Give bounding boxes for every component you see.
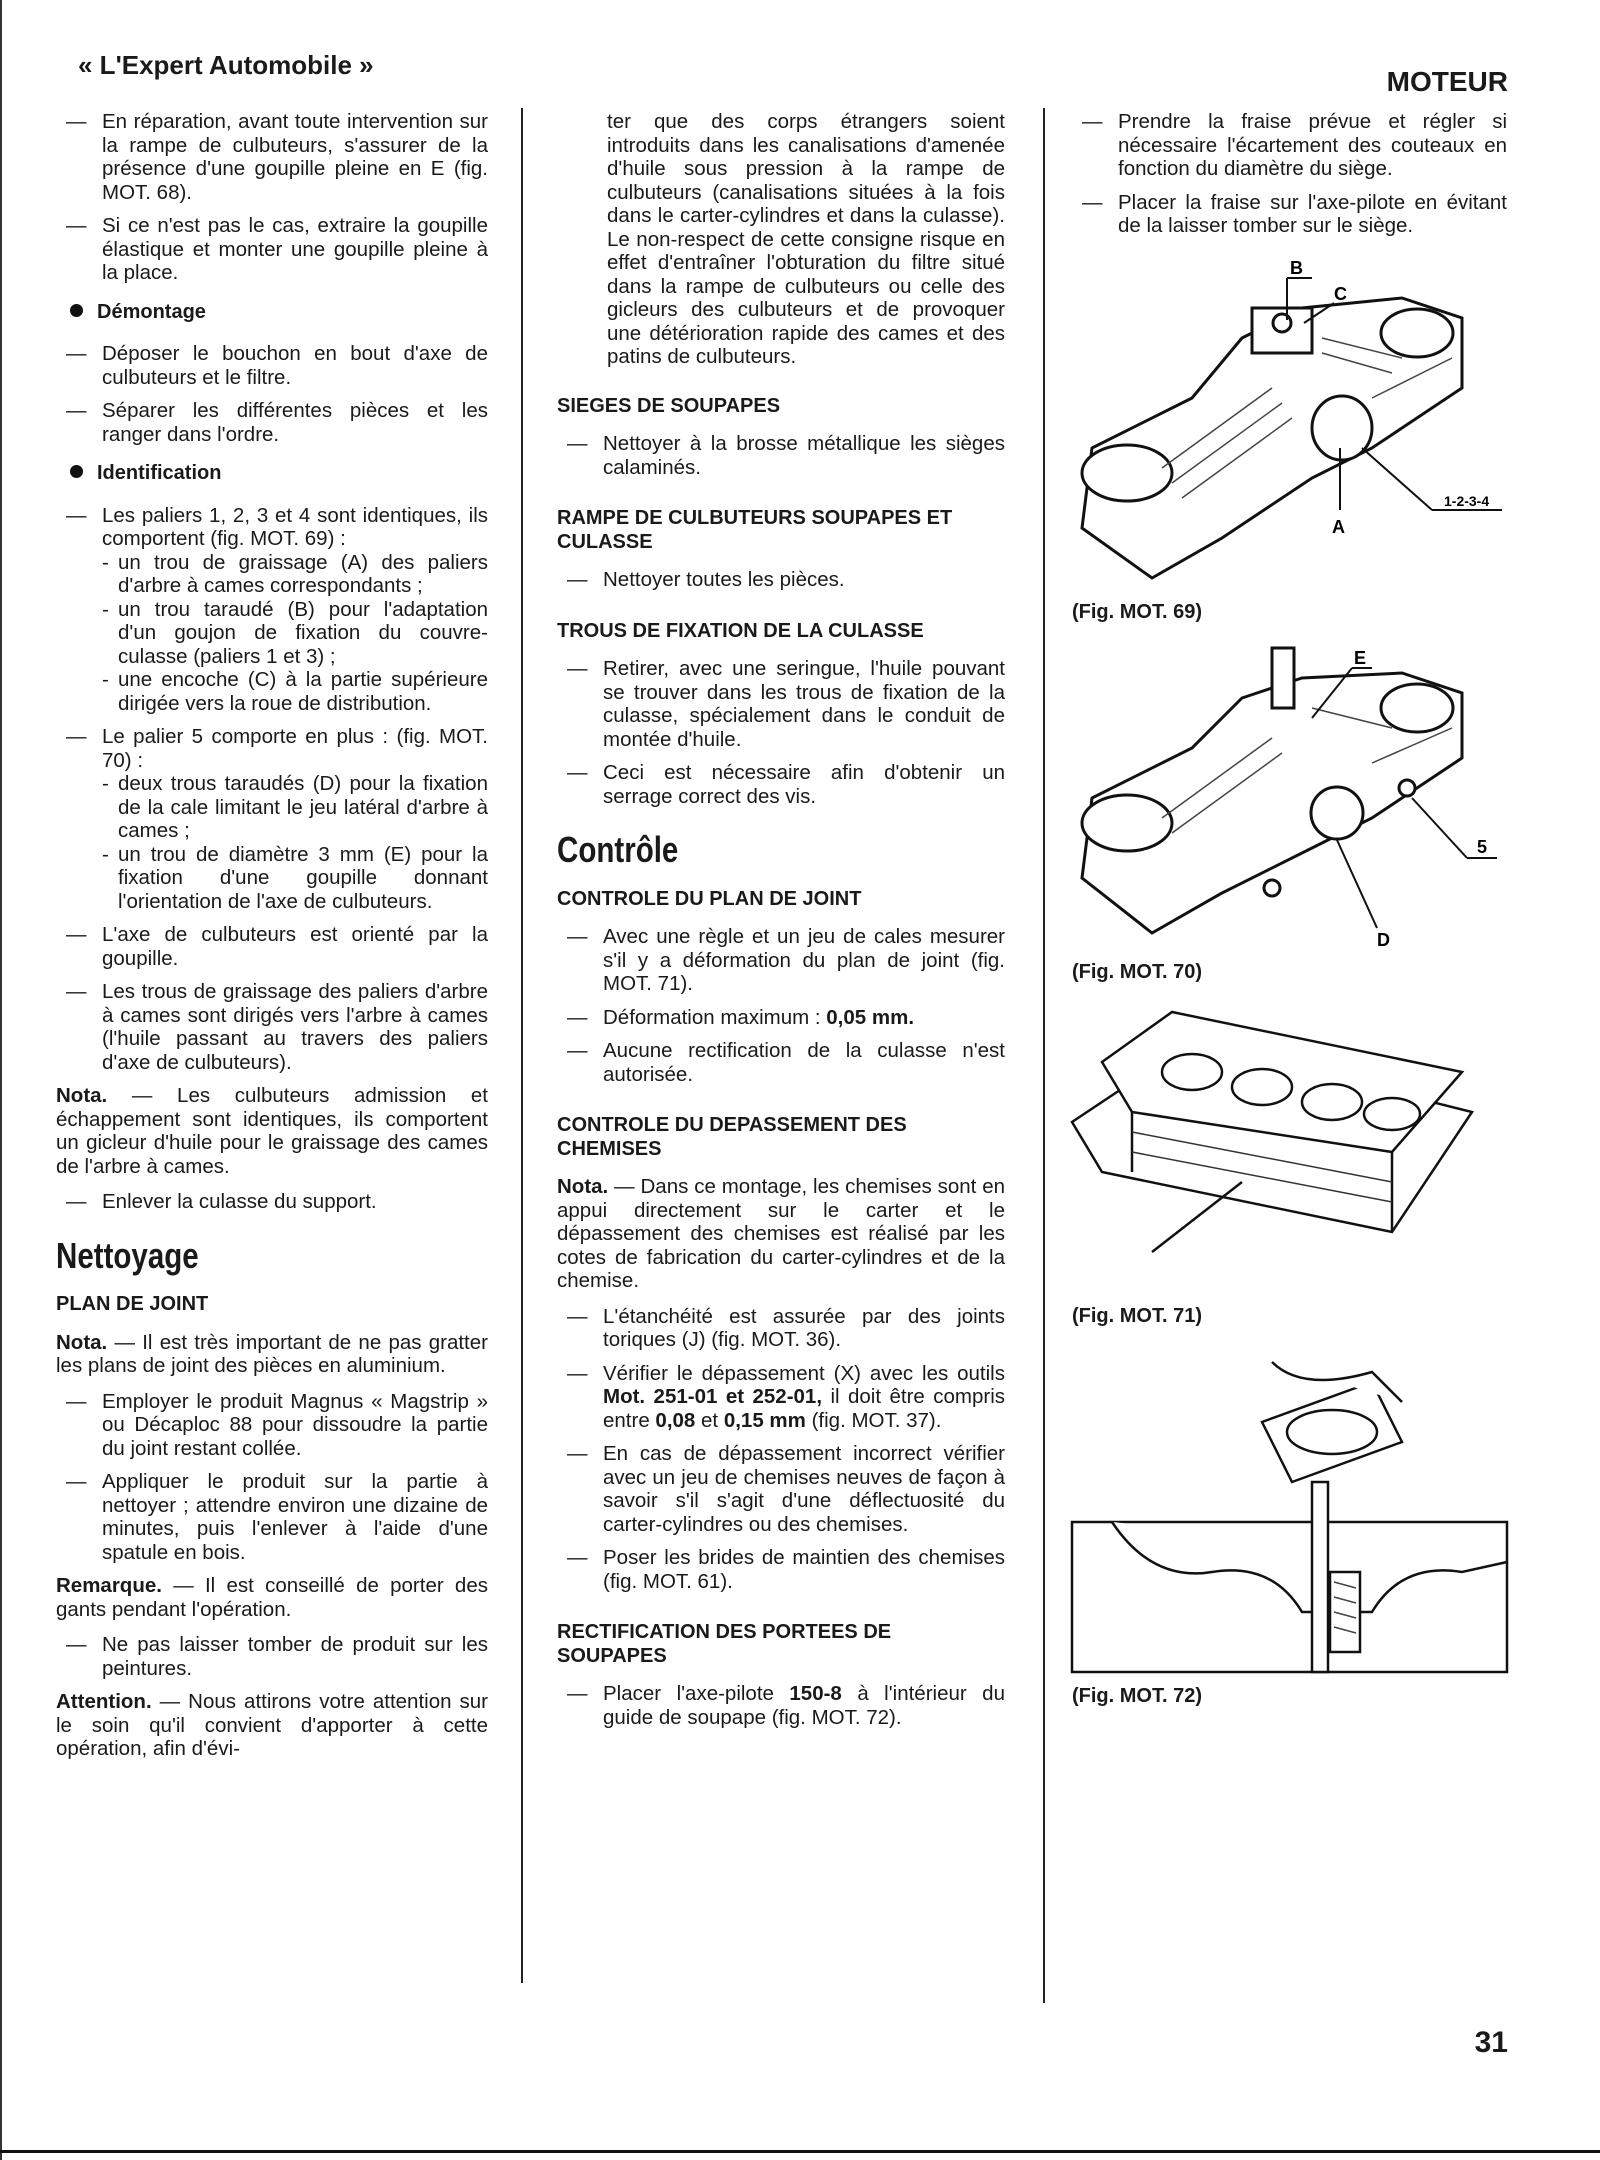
- section-heading-nettoyage: Nettoyage: [56, 1234, 199, 1276]
- nota: Nota. — Il est très important de ne pas gratter les plans de joint des pièces en aluminium.: [56, 1330, 488, 1377]
- subsection-heading: CONTROLE DU DEPASSEMENT DES CHEMISES: [557, 1114, 907, 1160]
- rocker-bearing-drawing: [1072, 257, 1507, 588]
- rocker-bearing-5-drawing: [1072, 648, 1507, 948]
- paragraph: — Poser les brides de maintien des chemises (fig. MOT. 61).: [567, 1546, 1005, 1593]
- paragraph: — Les trous de graissage des paliers d'arbre à cames sont dirigés vers l'arbre à cames (l'huile passant au travers des paliers d'axe de culbuteurs).: [66, 980, 488, 1074]
- paragraph: — Vérifier le dépassement (X) avec les outils Mot. 251-01 et 252-01, il doit être compris entre 0,08 et 0,15 mm (fig. MOT. 37).: [567, 1361, 1005, 1432]
- paragraph: — Les paliers 1, 2, 3 et 4 sont identiques, ils comportent (fig. MOT. 69) :: [66, 503, 488, 550]
- label-1-2-3-4: 1-2-3-4: [1444, 492, 1490, 509]
- remarque: Remarque. — Il est conseillé de porter des gants pendant l'opération.: [56, 1574, 488, 1621]
- nota: Nota. — Dans ce montage, les chemises sont en appui directement sur le carter et le dépassement des chemises est réalisé par les cotes de fabrication du carter-cylindres et de la chemise.: [557, 1175, 1005, 1292]
- figure-caption: (Fig. MOT. 69): [1072, 601, 1202, 623]
- column-1: [56, 110, 488, 1773]
- column-divider: [521, 108, 523, 1983]
- running-header-title: « L'Expert Automobile »: [78, 50, 374, 80]
- paragraph: — Déposer le bouchon en bout d'axe de culbuteurs et le filtre.: [66, 342, 488, 389]
- subsection-heading: RECTIFICATION DES PORTEES DE SOUPAPES: [557, 1621, 892, 1667]
- paragraph: — Ne pas laisser tomber de produit sur les peintures.: [66, 1633, 488, 1680]
- sub-item: - un trou de diamètre 3 mm (E) pour la fixation d'une goupille donnant l'orientation de l'axe de culbuteurs.: [102, 842, 488, 913]
- subsection-heading: PLAN DE JOINT: [56, 1293, 209, 1315]
- paragraph: — Séparer les différentes pièces et les ranger dans l'ordre.: [66, 399, 488, 446]
- valve-seat-cutter-drawing: [1072, 1362, 1507, 1672]
- page-number: 31: [1474, 2026, 1508, 2059]
- subsection-heading: SIEGES DE SOUPAPES: [557, 394, 781, 417]
- paragraph: — Nettoyer toutes les pièces.: [567, 568, 845, 591]
- paragraph: — Déformation maximum : 0,05 mm.: [567, 1005, 915, 1029]
- figure-caption: (Fig. MOT. 70): [1072, 961, 1202, 983]
- paragraph: — Aucune rectification de la culasse n'est autorisée.: [567, 1039, 1005, 1086]
- sub-item: - deux trous taraudés (D) pour la fixation de la cale limitant le jeu latéral d'arbre à cames ;: [102, 772, 488, 842]
- figure-mot-72: [1072, 1362, 1507, 1712]
- figure-mot-71: [1072, 1002, 1507, 1332]
- section-heading-controle: Contrôle: [557, 829, 679, 870]
- label-5: 5: [1477, 836, 1488, 857]
- paragraph: — Nettoyer à la brosse métallique les sièges calaminés.: [567, 432, 1005, 479]
- label-b: B: [1290, 257, 1303, 278]
- paragraph: — Retirer, avec une seringue, l'huile pouvant se trouver dans les trous de fixation de la culasse, spécialement dans le conduit de montée d'huile.: [567, 657, 1005, 751]
- paragraph: ter que des corps étrangers soient introduits dans les canalisations d'amenée d'huile sous pression à la rampe de culbuteurs (canalisations situées à la fois dans le carter-cylindres et dans la culasse). Le non-respect de cette consigne risque en effet d'entraîner l'obturation du filtre situé dans la rampe de culbuteurs ou celle des gicleurs des culbuteurs et de provoquer une détérioration rapide des cames et des patins de culbuteurs.: [607, 110, 1005, 368]
- sub-item: - une encoche (C) à la partie supérieure dirigée vers la roue de distribution.: [102, 668, 488, 715]
- paragraph: — L'axe de culbuteurs est orienté par la goupille.: [66, 923, 488, 970]
- column-3: [1072, 110, 1507, 1712]
- subsection-heading: RAMPE DE CULBUTEURS SOUPAPES ET CULASSE: [557, 507, 953, 553]
- page-bottom-rule: [0, 2150, 1600, 2153]
- label-d: D: [1377, 929, 1390, 950]
- label-e: E: [1354, 647, 1367, 668]
- paragraph: — Prendre la fraise prévue et régler si nécessaire l'écartement des couteaux en fonction du diamètre du siège.: [1082, 110, 1507, 180]
- paragraph: — En réparation, avant toute intervention sur la rampe de culbuteurs, s'assurer de la présence d'une goupille pleine en E (fig. MOT. 68).: [66, 110, 488, 204]
- paragraph: — Appliquer le produit sur la partie à nettoyer ; attendre environ une dizaine de minutes, puis l'enlever à l'aide d'une spatule en bois.: [66, 1470, 488, 1564]
- paragraph: — En cas de dépassement incorrect vérifier avec un jeu de chemises neuves de façon à savoir s'il s'agit d'une déflectuosité du carter-cylindres ou des chemises.: [567, 1442, 1005, 1536]
- cylinder-head-drawing: [1072, 1002, 1507, 1292]
- figure-mot-69: [1072, 257, 1507, 623]
- paragraph: — Placer l'axe-pilote 150-8 à l'intérieur du guide de soupape (fig. MOT. 72).: [567, 1682, 1005, 1729]
- paragraph: — Ceci est nécessaire afin d'obtenir un serrage correct des vis.: [567, 761, 1005, 808]
- figure-mot-70: [1072, 647, 1507, 983]
- paragraph: — Employer le produit Magnus « Magstrip » ou Décaploc 88 pour dissoudre la partie du joint restant collée.: [66, 1389, 488, 1460]
- figure-caption: (Fig. MOT. 71): [1072, 1305, 1202, 1327]
- sub-item: - un trou taraudé (B) pour l'adaptation d'un goujon de fixation du couvre-culasse (paliers 1 et 3) ;: [102, 597, 488, 668]
- paragraph: — Si ce n'est pas le cas, extraire la goupille élastique et monter une goupille pleine à la place.: [66, 214, 488, 284]
- paragraph: — Enlever la culasse du support.: [66, 1190, 377, 1213]
- paragraph: — L'étanchéité est assurée par des joints toriques (J) (fig. MOT. 36).: [567, 1304, 1005, 1351]
- paragraph: — Placer la fraise sur l'axe-pilote en évitant de la laisser tomber sur le siège.: [1082, 190, 1507, 237]
- subheading-identification: Identification: [70, 462, 488, 486]
- nota: Nota. — Les culbuteurs admission et échappement sont identiques, ils comportent un gicleur d'huile pour le graissage des cames de l'arbre à cames.: [56, 1084, 488, 1178]
- page-edge: [0, 0, 2, 2160]
- attention: Attention. — Nous attirons votre attention sur le soin qu'il convient d'apporter à cette opération, afin d'évi-: [56, 1690, 488, 1760]
- subheading-demontage: Démontage: [70, 301, 488, 325]
- label-a: A: [1332, 516, 1345, 537]
- label-c: C: [1334, 283, 1347, 304]
- subsection-heading: CONTROLE DU PLAN DE JOINT: [557, 887, 862, 910]
- column-divider: [1043, 108, 1045, 2003]
- column-2: [557, 110, 1005, 1739]
- subsection-heading: TROUS DE FIXATION DE LA CULASSE: [557, 619, 924, 642]
- running-header-section: MOTEUR: [1386, 66, 1508, 97]
- sub-item: - un trou de graissage (A) des paliers d'arbre à cames correspondants ;: [102, 550, 488, 597]
- figure-caption: (Fig. MOT. 72): [1072, 1685, 1202, 1707]
- paragraph: — Le palier 5 comporte en plus : (fig. MOT. 70) :: [66, 725, 488, 772]
- paragraph: — Avec une règle et un jeu de cales mesurer s'il y a déformation du plan de joint (fig. MOT. 71).: [567, 925, 1005, 995]
